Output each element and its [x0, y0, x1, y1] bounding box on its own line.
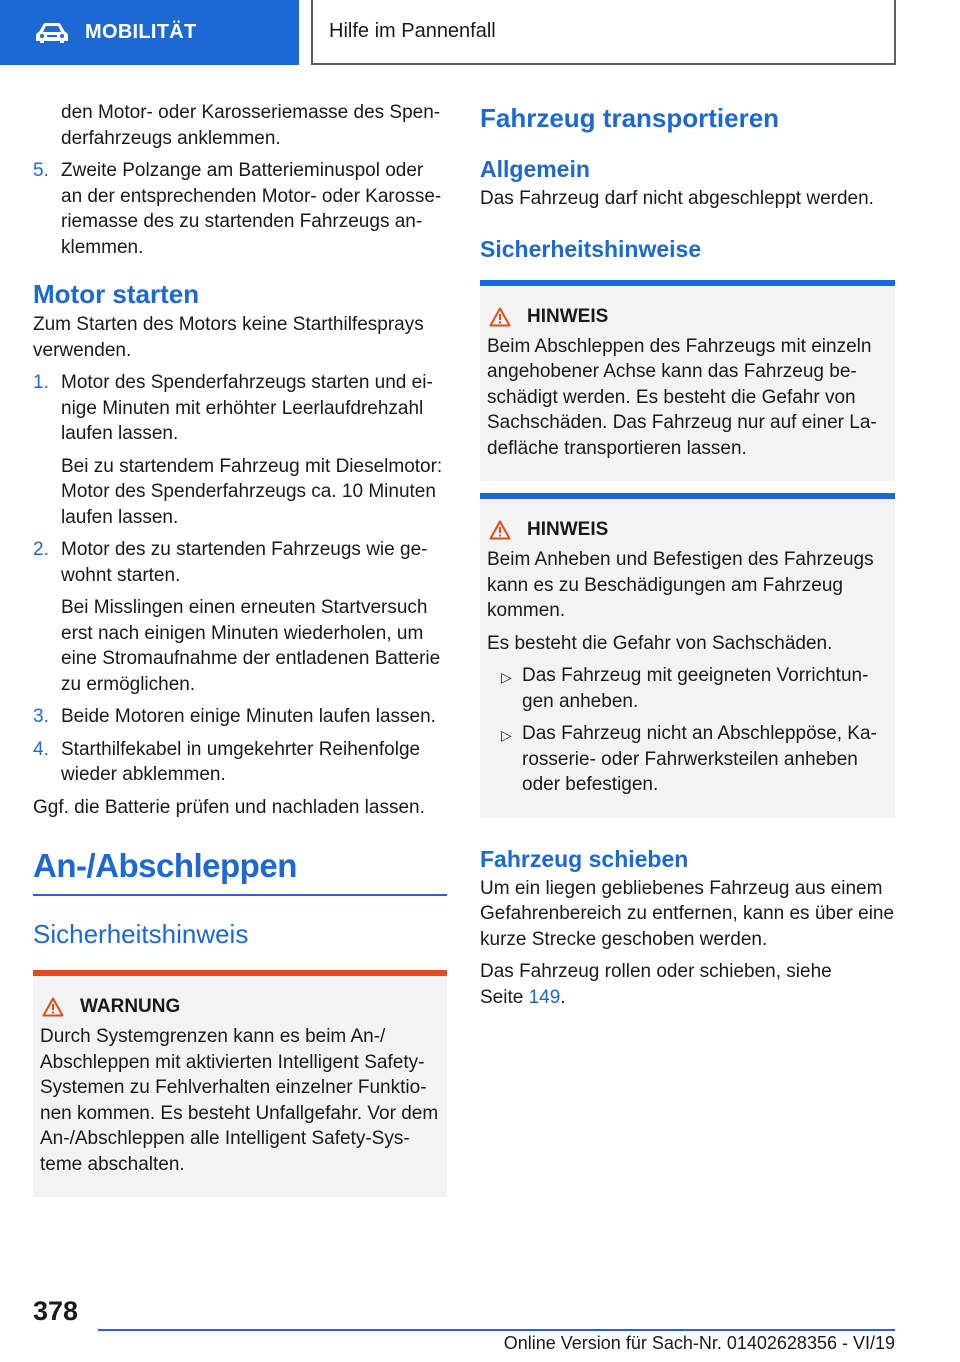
text-line: oder befestigen.: [522, 774, 659, 795]
general-text: Das Fahrzeug darf nicht abgeschleppt werden.: [480, 188, 874, 209]
note-title: [487, 304, 887, 330]
text-line: Zweite Polzange am Batterieminuspol oder: [61, 160, 424, 181]
text-line: klemmen.: [61, 236, 144, 258]
text-line: Starthilfekabel in umgekehrter Reihenfolge: [61, 738, 421, 760]
right-column: [480, 100, 895, 1017]
text-line: Um ein liegen gebliebenes Fahrzeug aus einem: [480, 877, 883, 899]
step-number: 3.: [33, 706, 49, 727]
note-title: [487, 517, 887, 543]
list-item: [487, 663, 887, 714]
note-text: Es besteht die Gefahr von Sachschäden.: [487, 632, 833, 654]
section-title-text: Hilfe im Pannenfall: [329, 20, 496, 42]
left-column: [33, 100, 447, 1197]
section-title: [311, 0, 896, 65]
note-text: [487, 547, 887, 624]
note-text: [487, 334, 887, 462]
footer-online-version: Online Version für Sach-Nr. 01402628356 - VI/19: [503, 1333, 895, 1353]
text-line: Bei zu startendem Fahrzeug mit Dieselmotor:: [61, 455, 443, 477]
text-line: Beim Anheben und Befestigen des Fahrzeugs: [487, 549, 874, 570]
warning-title: [40, 994, 439, 1020]
list-item: [33, 737, 447, 788]
text-line: teme abschalten.: [40, 1153, 185, 1175]
text-line: erst nach einigen Minuten wiederholen, um: [61, 622, 424, 644]
car-icon: [35, 22, 69, 44]
page-number: 378: [33, 1296, 79, 1326]
text-line: Abschleppen mit aktivierten Intelligent Safety-: [40, 1051, 425, 1073]
text-line: Beim Abschleppen des Fahrzeugs mit einzeln: [487, 335, 872, 357]
after-text: Ggf. die Batterie prüfen und nachladen lassen.: [33, 796, 425, 818]
warning-triangle-icon: [489, 520, 511, 540]
footer-divider: [98, 1329, 895, 1331]
text-line: an der entsprechenden Motor- oder Karosse-: [61, 185, 442, 207]
text-line: Sachschäden. Das Fahrzeug nur auf einer La-: [487, 412, 877, 433]
note-label: HINWEIS: [527, 305, 609, 327]
text-line: wieder abklemmen.: [61, 764, 226, 785]
text-line: riemasse des zu startenden Fahrzeugs an-: [61, 211, 423, 232]
warning-label: WARNUNG: [80, 996, 181, 1017]
heading-fahrzeug-schieben: Fahrzeug schieben: [480, 845, 689, 872]
text-line: Motor des Spenderfahrzeugs ca. 10 Minuten: [61, 481, 436, 502]
text-line: derfahrzeugs anklemmen.: [61, 127, 281, 149]
note-box-1: [480, 280, 895, 482]
text-line: laufen lassen.: [61, 506, 179, 528]
step-number: 2.: [33, 539, 49, 560]
text-line: Zum Starten des Motors keine Starthilfesprays: [33, 314, 424, 335]
text-line: Seite: [480, 986, 529, 1008]
text-line: verwenden.: [33, 339, 132, 361]
note-label: HINWEIS: [527, 519, 609, 540]
text-line: rosserie- oder Fahrwerksteilen anheben: [522, 748, 858, 770]
heading-fahrzeug-transportieren: Fahrzeug transportieren: [480, 103, 780, 133]
text-line: nige Minuten mit erhöhter Leerlaufdrehzahl: [61, 397, 424, 419]
text-line: kurze Strecke geschoben werden.: [480, 928, 768, 950]
text-line: den Motor- oder Karosseriemasse des Spen-: [61, 102, 441, 123]
text-line: Durch Systemgrenzen kann es beim An-/: [40, 1026, 386, 1047]
push-text: [480, 876, 895, 953]
warning-text: [40, 1024, 439, 1177]
text-line: schädigt werden. Es besteht die Gefahr von: [487, 386, 856, 408]
text-line: zu ermöglichen.: [61, 673, 196, 695]
text-line: kann es zu Beschädigungen am Fahrzeug: [487, 574, 843, 596]
warning-triangle-icon: [489, 307, 511, 327]
chapter-title: MOBILITÄT: [85, 21, 197, 43]
step-number: 5.: [33, 160, 49, 181]
text-line: Systemen zu Fehlverhalten einzelner Funktio-: [40, 1077, 427, 1098]
text-line: Das Fahrzeug mit geeigneten Vorrichtun-: [522, 665, 869, 686]
text-line: Motor des zu startenden Fahrzeugs wie ge-: [61, 539, 428, 560]
text-line: kommen.: [487, 600, 566, 621]
text-line: angehobener Achse kann das Fahrzeug be-: [487, 361, 857, 382]
step-number: 1.: [33, 372, 49, 393]
triangle-bullet-icon: ▷: [501, 727, 512, 743]
heading-abschleppen: An-/Abschleppen: [33, 846, 447, 896]
continued-step: [33, 100, 447, 151]
text-line: An-/Abschleppen alle Intelligent Safety-Sys-: [40, 1128, 410, 1149]
list-item: [487, 721, 887, 798]
text-line: defläche transportieren lassen.: [487, 437, 747, 459]
chapter-tab[interactable]: [0, 0, 299, 65]
list-item: [33, 704, 447, 730]
heading-sicherheitshinweis: Sicherheitshinweis: [33, 919, 249, 949]
text-line: Gefahrenbereich zu entfernen, kann es über eine: [480, 903, 895, 924]
heading-motor-starten: Motor starten: [33, 279, 200, 309]
text-line: gen anheben.: [522, 690, 639, 712]
motor-intro: [33, 312, 447, 363]
warning-triangle-icon: [42, 997, 64, 1017]
list-item: [33, 537, 447, 588]
step-number: 4.: [33, 738, 49, 760]
heading-sicherheitshinweise: Sicherheitshinweise: [480, 235, 702, 262]
warning-box: [33, 970, 447, 1197]
text-line: Das Fahrzeug rollen oder schieben, siehe: [480, 961, 832, 982]
list-item: [33, 454, 447, 531]
text-line: wohnt starten.: [61, 564, 181, 586]
list-item: [33, 370, 447, 447]
note-box-2: [480, 493, 895, 818]
text-line: Bei Misslingen einen erneuten Startversuch: [61, 597, 428, 618]
list-item: [33, 158, 447, 260]
text-line: eine Stromaufnahme der entladenen Batterie: [61, 648, 441, 669]
text-line: Beide Motoren einige Minuten laufen lassen.: [61, 706, 436, 727]
text-line: nen kommen. Es besteht Unfallgefahr. Vor dem: [40, 1102, 439, 1124]
list-item: [33, 595, 447, 697]
triangle-bullet-icon: ▷: [501, 669, 512, 685]
text-line: laufen lassen.: [61, 423, 179, 444]
page-link[interactable]: 149: [528, 986, 561, 1008]
text-line: Das Fahrzeug nicht an Abschleppöse, Ka-: [522, 723, 877, 744]
push-text: [480, 959, 895, 1010]
text-line: .: [560, 986, 566, 1008]
text-line: Motor des Spenderfahrzeugs starten und ei-: [61, 372, 433, 393]
heading-allgemein: Allgemein: [480, 156, 590, 182]
